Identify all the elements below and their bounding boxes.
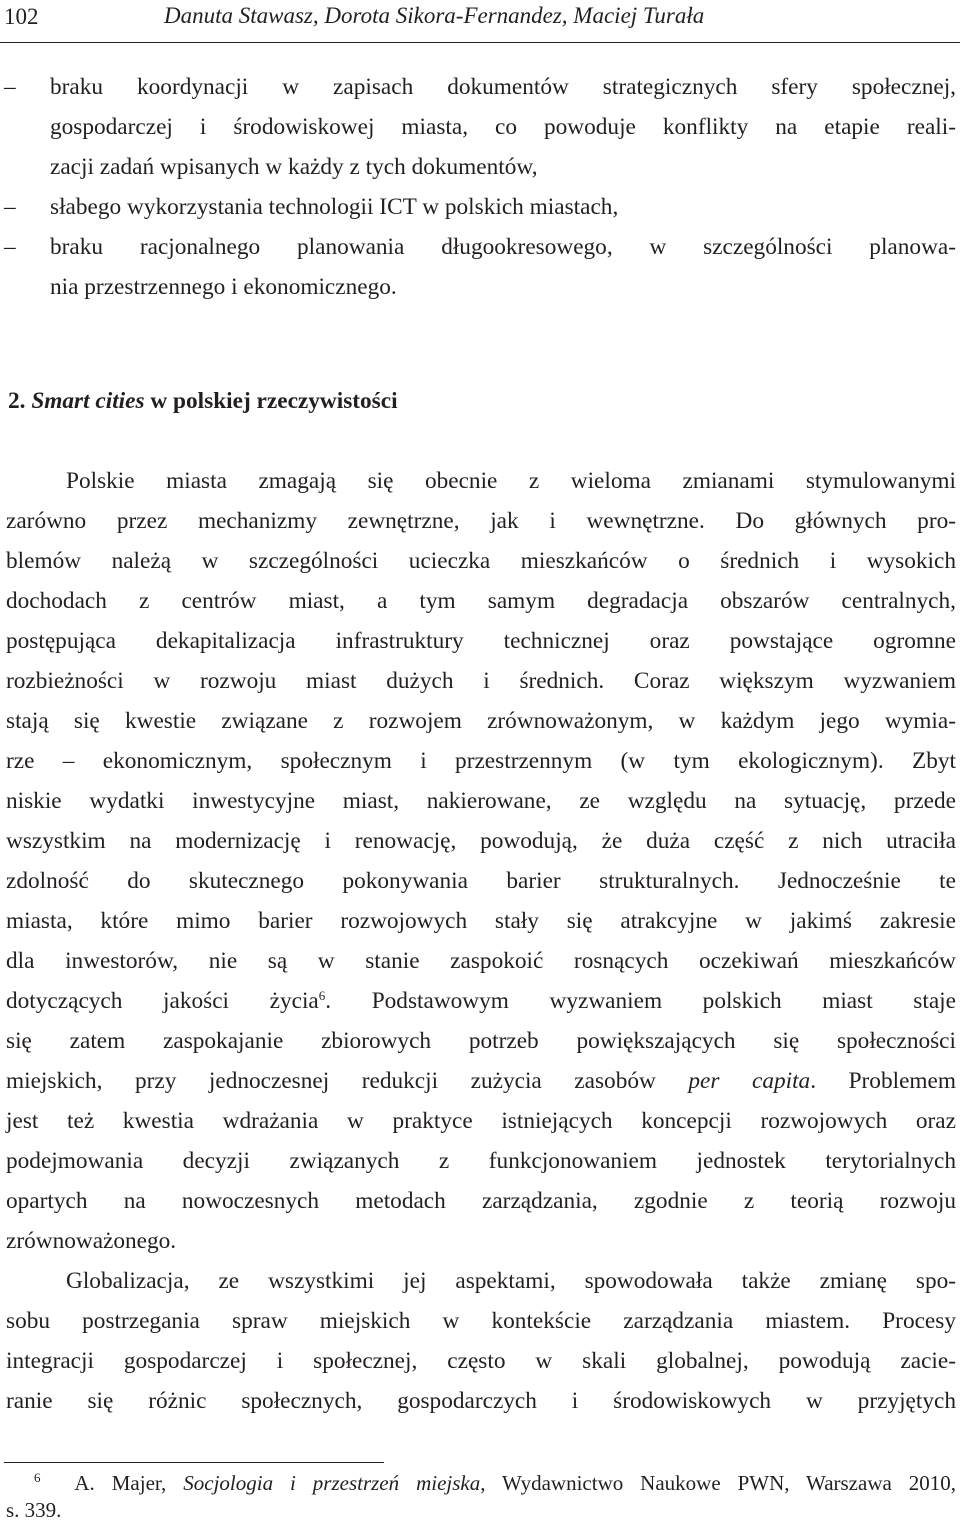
body-line: stają się kwestie związane z rozwojem zrównoważonym, w każdym jego wymia-: [6, 708, 956, 734]
italic-term: per capita: [688, 1068, 811, 1094]
section-number: 2.: [8, 388, 26, 414]
body-line: Globalizacja, ze wszystkimi jej aspektami, spowodowała także zmianę spo-: [66, 1268, 956, 1294]
running-head: Danuta Stawasz, Dorota Sikora-Fernandez, Maciej Turała: [164, 3, 705, 28]
body-text: miejskich, przy jednoczesnej redukcji zużycia zasobów: [6, 1068, 689, 1094]
body-line: niskie wydatki inwestycyjne miast, nakierowane, ze względu na sytuację, przede: [6, 788, 956, 814]
body-line: sobu postrzegania spraw miejskich w kontekście zarządzania miastem. Procesy: [6, 1308, 956, 1334]
footnote-mark: 6: [34, 1470, 41, 1485]
body-line: podejmowania decyzji związanych z funkcjonowaniem jednostek terytorialnych: [6, 1148, 956, 1174]
footnote-author: A. Majer,: [74, 1471, 184, 1495]
page-number: 102: [4, 4, 39, 29]
list-item-line: braku koordynacji w zapisach dokumentów strategicznych sfery społecznej,: [50, 74, 956, 100]
body-line: [6, 1067, 956, 1095]
body-line: ranie się różnic społecznych, gospodarczych i środowiskowych w przyjętych: [6, 1388, 956, 1414]
body-line: zarówno przez mechanizmy zewnętrzne, jak i wewnętrzne. Do głównych pro-: [6, 508, 956, 534]
section-heading: [8, 387, 398, 415]
body-line: dla inwestorów, nie są w stanie zaspokoić rosnących oczekiwań mieszkańców: [6, 948, 956, 974]
body-line: zrównoważonego.: [6, 1228, 177, 1254]
body-text: . Podstawowym wyzwaniem polskich miast staje: [325, 988, 956, 1014]
body-line: się zatem zaspokajanie zbiorowych potrzeb powiększających się społeczności: [6, 1028, 956, 1054]
body-line: rozbieżności w rozwoju miast dużych i średnich. Coraz większym wyzwaniem: [6, 668, 956, 694]
list-item-line: słabego wykorzystania technologii ICT w polskich miastach,: [50, 194, 619, 220]
body-line: opartych na nowoczesnych metodach zarządzania, zgodnie z teorią rozwoju: [6, 1188, 956, 1214]
footnote-pages: s. 339.: [6, 1498, 62, 1522]
section-title-italic: Smart cities: [31, 388, 145, 414]
body-line: postępująca dekapitalizacja infrastruktury technicznej oraz powstające ogromne: [6, 628, 956, 654]
section-title-rest: w polskiej rzeczywistości: [144, 388, 398, 414]
footnote-ref[interactable]: 6: [318, 988, 326, 1003]
footnote: [34, 1470, 956, 1496]
footnote-title: Socjologia i przestrzeń miejska: [183, 1471, 481, 1495]
footnote-rule: [4, 1462, 384, 1463]
body-line: miasta, które mimo barier rozwojowych stały się atrakcyjne w jakimś zakresie: [6, 908, 956, 934]
body-line: jest też kwestia wdrażania w praktyce istniejących koncepcji rozwojowych oraz: [6, 1108, 956, 1134]
list-dash: –: [4, 194, 16, 220]
list-dash: –: [4, 234, 16, 260]
list-dash: –: [4, 74, 16, 100]
footnote-text: , Wydawnictwo Naukowe PWN, Warszawa 2010,: [480, 1471, 957, 1495]
header-rule: [0, 42, 960, 43]
body-line: integracji gospodarczej i społecznej, często w skali globalnej, powodują zacie-: [6, 1348, 956, 1374]
body-text: . Problemem: [810, 1068, 956, 1094]
body-line: rze – ekonomicznym, społecznym i przestrzennym (w tym ekologicznym). Zbyt: [6, 748, 956, 774]
body-line: zdolność do skutecznego pokonywania barier strukturalnych. Jednocześnie te: [6, 868, 956, 894]
body-line: Polskie miasta zmagają się obecnie z wieloma zmianami stymulowanymi: [66, 468, 956, 494]
list-item-line: nia przestrzennego i ekonomicznego.: [50, 274, 397, 300]
body-line: dochodach z centrów miast, a tym samym degradacja obszarów centralnych,: [6, 588, 956, 614]
list-item-line: gospodarczej i środowiskowej miasta, co powoduje konflikty na etapie reali-: [50, 114, 956, 140]
body-text: dotyczących jakości życia: [6, 988, 319, 1014]
body-line: blemów należą w szczególności ucieczka mieszkańców o średnich i wysokich: [6, 548, 956, 574]
list-item-line: braku racjonalnego planowania długookresowego, w szczególności planowa-: [50, 234, 956, 260]
body-line: [6, 987, 956, 1015]
page-header: [0, 0, 960, 40]
body-line: wszystkim na modernizację i renowację, powodują, że duża część z nich utraciła: [6, 828, 956, 854]
list-item-line: zacji zadań wpisanych w każdy z tych dokumentów,: [50, 154, 538, 180]
